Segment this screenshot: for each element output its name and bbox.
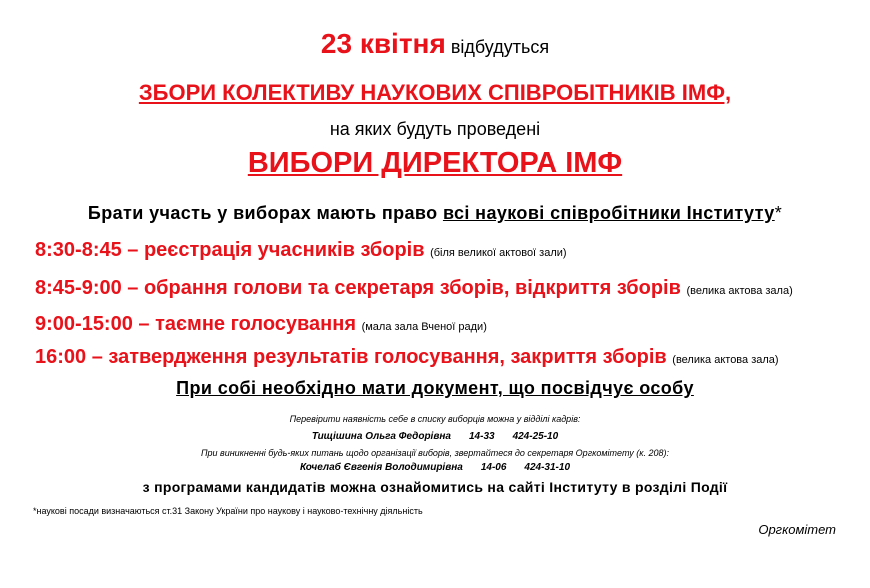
hr-contact-name: Тищішина Ольга Федорівна bbox=[311, 431, 451, 442]
questions-text: При виникненні будь-яких питань щодо організації виборів, звертайтеся до секретаря Оргкомітету (к. 208): bbox=[200, 448, 670, 458]
secretary-contact bbox=[0, 462, 870, 473]
schedule-item-location: (велика актова зала) bbox=[672, 354, 779, 366]
hr-contact bbox=[0, 431, 870, 442]
meeting-title: ЗБОРИ КОЛЕКТИВУ НАУКОВИХ СПІВРОБІТНИКІВ ІМФ, bbox=[138, 80, 732, 105]
schedule-item-location: (біля великої актової зали) bbox=[430, 247, 567, 259]
announcement-date-line bbox=[0, 28, 870, 60]
schedule-item bbox=[35, 239, 870, 262]
secretary-contact-name: Кочелаб Євгенія Володимирівна bbox=[299, 462, 463, 473]
elections-title: ВИБОРИ ДИРЕКТОРА ІМФ bbox=[247, 147, 623, 179]
schedule-item-location: (велика актова зала) bbox=[686, 285, 793, 297]
participation-highlight: всі наукові співробітники Інституту bbox=[442, 203, 775, 223]
participation-text: Брати участь у виборах мають право bbox=[87, 203, 443, 223]
schedule-item-location: (мала зала Вченої ради) bbox=[361, 321, 487, 333]
schedule-item bbox=[35, 346, 870, 369]
organizing-committee-signature: Оргкомітет bbox=[758, 522, 836, 537]
secretary-contact-phone: 424-31-10 bbox=[524, 462, 571, 473]
schedule-item-text: 8:30-8:45 – реєстрація учасників зборів bbox=[35, 239, 425, 261]
schedule-item bbox=[35, 277, 870, 300]
participation-star: * bbox=[774, 203, 783, 223]
voter-list-check-text: Перевірити наявність себе в списку виборців можна у відділі кадрів: bbox=[289, 414, 581, 424]
schedule-item-text: 9:00-15:00 – таємне голосування bbox=[35, 313, 357, 335]
date-suffix: відбудуться bbox=[445, 37, 550, 57]
secretary-contact-room: 14-06 bbox=[480, 462, 507, 473]
participation-line bbox=[0, 203, 870, 224]
schedule-item-text: 16:00 – затвердження результатів голосування, закриття зборів bbox=[35, 346, 667, 368]
footnote: *наукові посади визначаються ст.31 Закону України про наукову і науково-технічну діяльність bbox=[33, 506, 423, 516]
schedule-item-text: 8:45-9:00 – обрання голови та секретаря зборів, відкриття зборів bbox=[35, 277, 681, 299]
hr-contact-phone: 424-25-10 bbox=[512, 431, 559, 442]
hr-contact-room: 14-33 bbox=[468, 431, 495, 442]
event-date: 23 квітня bbox=[320, 28, 446, 59]
document-notice: При собі необхідно мати документ, що посвідчує особу bbox=[176, 378, 694, 398]
schedule-item bbox=[35, 313, 870, 336]
meeting-subtitle: на яких будуть проведені bbox=[329, 119, 541, 139]
candidate-programs-notice: з програмами кандидатів можна ознайомитись на сайті Інституту в розділі Події bbox=[142, 479, 728, 495]
